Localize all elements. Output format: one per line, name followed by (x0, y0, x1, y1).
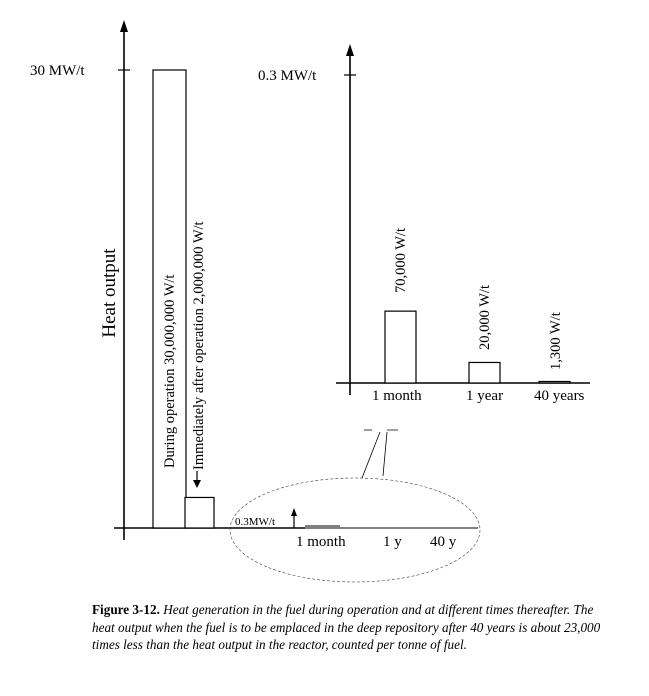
bar-value-label-1-month: 70,000 W/t (393, 228, 409, 293)
bar-after-operation (185, 497, 214, 528)
inset-y-axis-arrow-icon (346, 44, 354, 56)
main-chart (30, 20, 480, 582)
mini-y-axis-arrow-icon (291, 508, 297, 516)
arrow-down-icon (193, 480, 201, 488)
inset-x-label-1-month: 1 month (372, 388, 422, 404)
caption-label: Figure 3-12. (92, 602, 160, 617)
main-y-axis-arrow-icon (120, 20, 128, 32)
figure-caption (92, 601, 612, 654)
inset-y-tick-label: 0.3 MW/t (258, 68, 317, 84)
caption-text: Heat generation in the fuel during operation and at different times thereafter. The heat output when the fuel is to be emplaced in the deep repository after 40 years is about 23,000 times less than the heat output in the reactor, counted per tonne of fuel. (92, 602, 601, 652)
bar-1-month (385, 311, 416, 383)
mini-x-label-1-y: 1 y (383, 534, 402, 550)
zoom-ellipse (230, 478, 480, 582)
main-y-axis-label: Heat output (99, 248, 120, 338)
main-y-tick-label: 30 MW/t (30, 63, 85, 79)
zoom-connector-left (362, 432, 380, 478)
bar-label-during-operation: During operation 30,000,000 W/t (162, 274, 178, 468)
bar-value-label-40-years: 1,300 W/t (548, 312, 564, 370)
bar-40-years (539, 382, 570, 384)
mini-x-label-40-y: 40 y (430, 534, 457, 550)
inset-chart (258, 44, 590, 404)
zoom-connector-right (383, 432, 387, 476)
inset-x-label-40-years: 40 years (534, 388, 585, 404)
bar-1-year (469, 362, 500, 383)
mini-x-label-1-month: 1 month (296, 534, 346, 550)
bar-label-after-operation: Immediately after operation 2,000,000 W/t (191, 221, 207, 470)
inset-x-label-1-year: 1 year (466, 388, 504, 404)
bar-value-label-1-year: 20,000 W/t (477, 285, 493, 350)
mini-y-tick-label: 0.3MW/t (235, 516, 276, 528)
